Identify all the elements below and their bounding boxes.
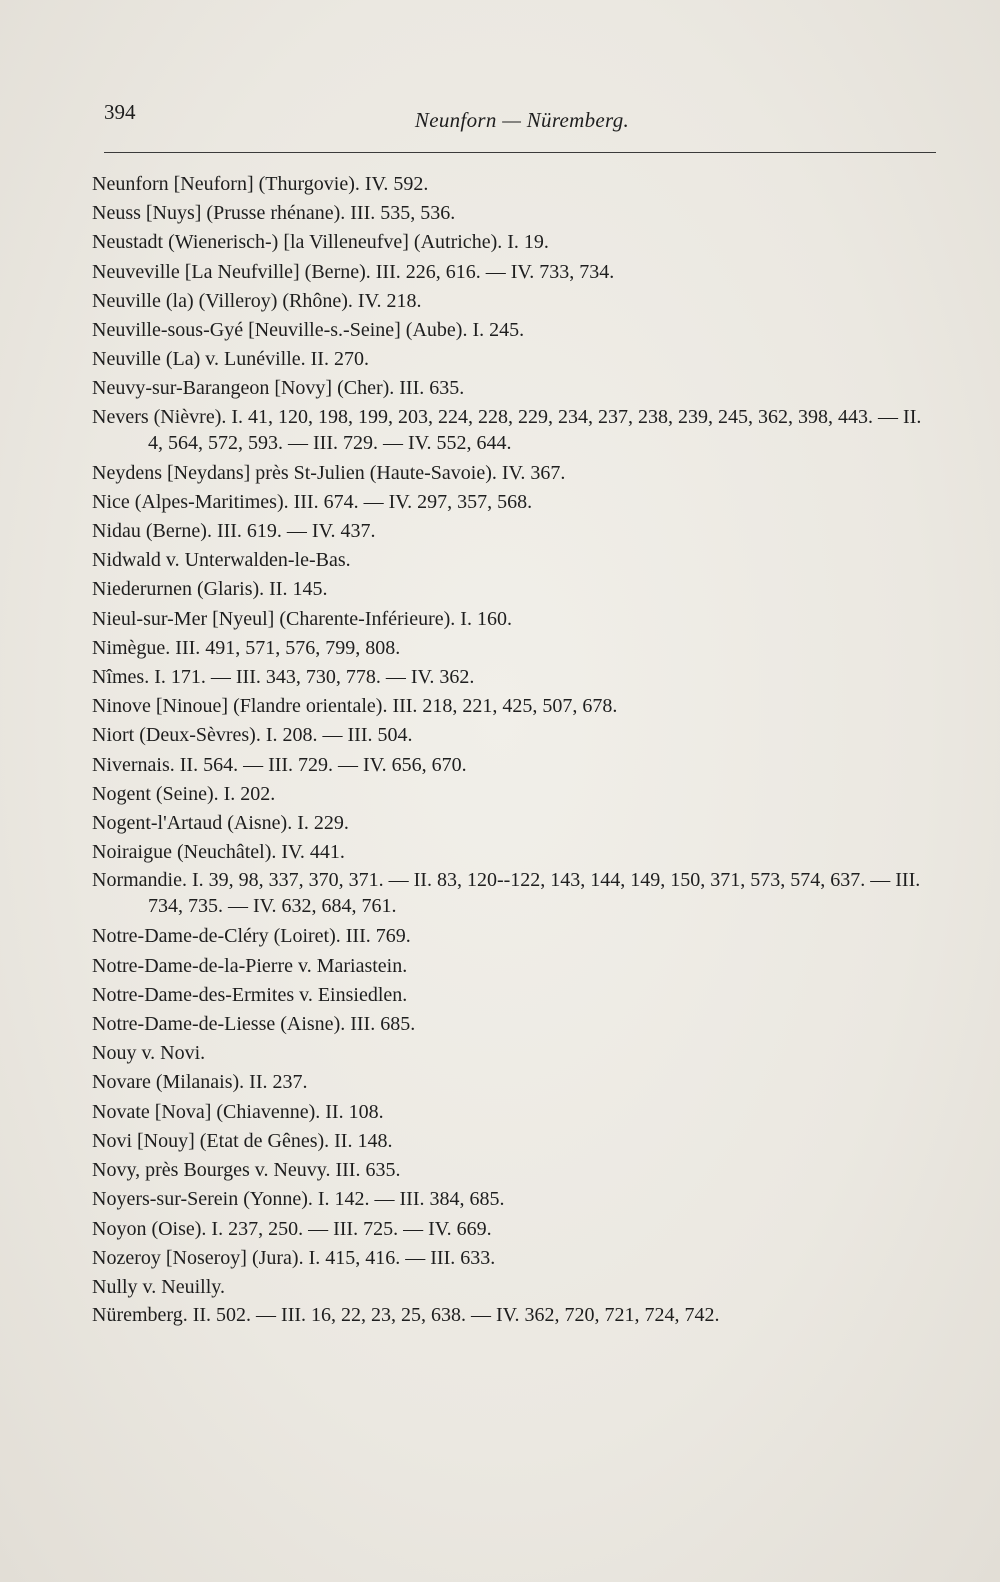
index-entry: Niederurnen (Glaris). II. 145. <box>92 578 328 601</box>
index-entry: Nüremberg. II. 502. — III. 16, 22, 23, 25, 638. — IV. 362, 720, 721, 724, 742. <box>92 1304 720 1327</box>
index-entry: Neuveville [La Neufville] (Berne). III. 226, 616. — IV. 733, 734. <box>92 260 615 283</box>
index-entry: Neuville-sous-Gyé [Neuville-s.-Seine] (Aube). I. 245. <box>92 319 525 342</box>
page-number: 394 <box>104 100 136 124</box>
index-entry: Nidwald v. Unterwalden-le-Bas. <box>92 549 351 572</box>
index-entries <box>92 170 940 1328</box>
index-entry: Nogent-l'Artaud (Aisne). I. 229. <box>92 812 349 835</box>
index-entry: Novate [Nova] (Chiavenne). II. 108. <box>92 1100 384 1123</box>
index-entry: Nice (Alpes-Maritimes). III. 674. — IV. 297, 357, 568. <box>92 490 533 513</box>
index-entry: Noiraigue (Neuchâtel). IV. 441. <box>92 841 345 864</box>
index-entry: Nieul-sur-Mer [Nyeul] (Charente-Inférieure). I. 160. <box>92 607 512 630</box>
index-entry: Nogent (Seine). I. 202. <box>92 782 276 805</box>
index-entry: Novy, près Bourges v. Neuvy. III. 635. <box>92 1159 401 1182</box>
index-entry: Nivernais. II. 564. — III. 729. — IV. 656, 670. <box>92 753 467 776</box>
index-entry: Nimègue. III. 491, 571, 576, 799, 808. <box>92 636 401 659</box>
index-entry: Neunforn [Neuforn] (Thurgovie). IV. 592. <box>92 173 429 195</box>
index-entry: Neuvy-sur-Barangeon [Novy] (Cher). III. 635. <box>92 377 465 400</box>
index-entry: Nidau (Berne). III. 619. — IV. 437. <box>92 520 376 543</box>
index-entry: Neuss [Nuys] (Prusse rhénane). III. 535, 536. <box>92 202 456 225</box>
index-entry: Nevers (Nièvre). I. 41, 120, 198, 199, 203, 224, 228, 229, 234, 237, 238, 239, 245, 362, 398, 443. — II. 4, 564, 572, 593. — III. 729. — IV. 552, 644. <box>92 405 922 454</box>
index-entry: Noyers-sur-Serein (Yonne). I. 142. — III. 384, 685. <box>92 1188 505 1211</box>
index-entry: Neydens [Neydans] près St-Julien (Haute-Savoie). IV. 367. <box>92 461 566 484</box>
index-entry: Neuville (La) v. Lunéville. II. 270. <box>92 348 369 371</box>
index-entry: Normandie. I. 39, 98, 337, 370, 371. — II. 83, 120--122, 143, 144, 149, 150, 371, 573, 574, 637. — III. 734, 735. — IV. 632, 684, 761. <box>92 869 921 918</box>
index-entry: Nouy v. Novi. <box>92 1042 206 1065</box>
index-entry: Neuville (la) (Villeroy) (Rhône). IV. 218. <box>92 289 422 312</box>
header-rule <box>104 152 936 153</box>
index-entry: Notre-Dame-de-Cléry (Loiret). III. 769. <box>92 925 411 948</box>
index-entry: Nozeroy [Noseroy] (Jura). I. 415, 416. — III. 633. <box>92 1246 496 1269</box>
index-entry: Notre-Dame-de-Liesse (Aisne). III. 685. <box>92 1013 416 1036</box>
index-entry: Noyon (Oise). I. 237, 250. — III. 725. — IV. 669. <box>92 1217 492 1240</box>
index-entry: Nully v. Neuilly. <box>92 1275 225 1298</box>
index-entry: Ninove [Ninoue] (Flandre orientale). III. 218, 221, 425, 507, 678. <box>92 695 618 718</box>
index-entry: Notre-Dame-de-la-Pierre v. Mariastein. <box>92 954 408 977</box>
page-header <box>104 100 940 140</box>
index-entry: Novi [Nouy] (Etat de Gênes). II. 148. <box>92 1129 393 1152</box>
index-entry: Novare (Milanais). II. 237. <box>92 1071 308 1094</box>
running-title: Neunforn — Nüremberg. <box>414 108 630 132</box>
index-entry: Notre-Dame-des-Ermites v. Einsiedlen. <box>92 983 408 1006</box>
index-entry: Niort (Deux-Sèvres). I. 208. — III. 504. <box>92 724 413 747</box>
index-entry: Nîmes. I. 171. — III. 343, 730, 778. — IV. 362. <box>92 666 475 689</box>
index-entry: Neustadt (Wienerisch-) [la Villeneufve] (Autriche). I. 19. <box>92 231 549 254</box>
